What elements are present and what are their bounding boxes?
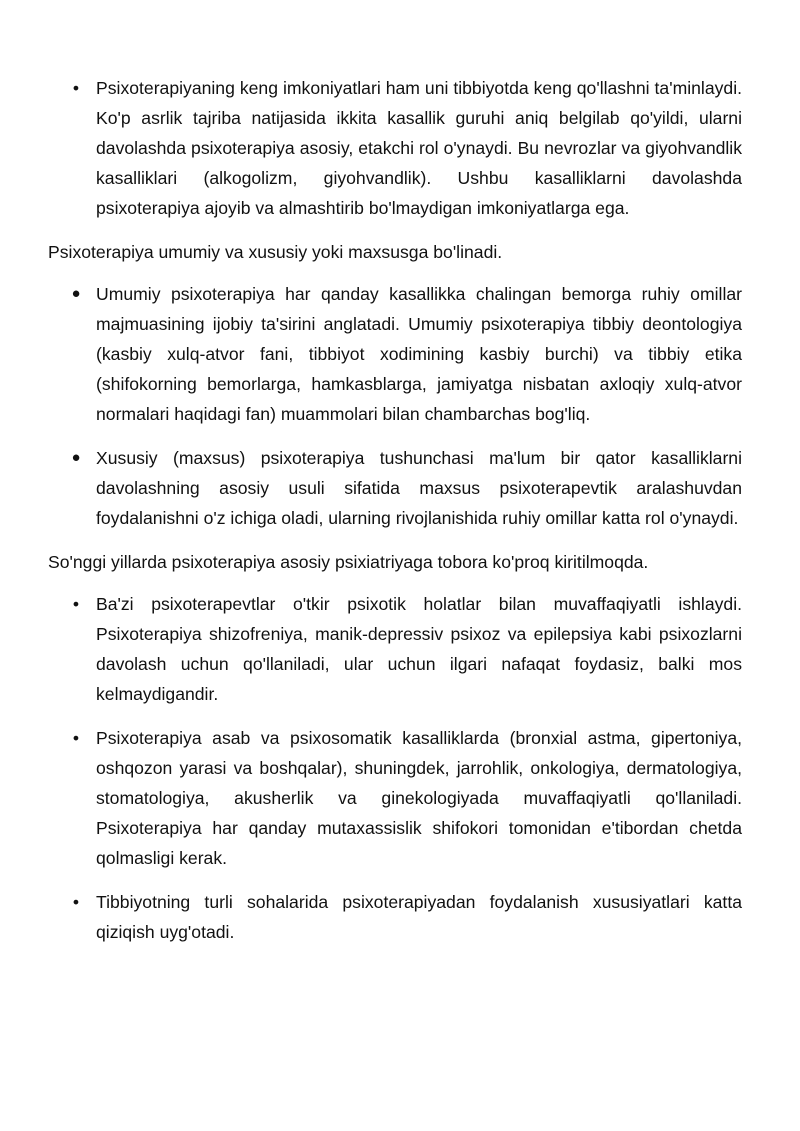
paragraph-division: Psixoterapiya umumiy va xususiy yoki maxsusga bo'linadi.: [48, 242, 503, 262]
list-item-text: Psixoterapiya asab va psixosomatik kasalliklarda (bronxial astma, gipertoniya, oshqozon yarasi va boshqalar), shuningdek, jarrohlik, onkologiya, dermatologiya, stomatologiya, akusherlik va ginekologiyada muvaffaqiyatli qo'llaniladi. Psixoterapiya har qanday mutaxassislik shifokori tomonidan e'tibordan chetda qolmasligi kerak.: [96, 728, 742, 868]
bullet-list-2: [48, 279, 742, 533]
bullet-list-3: [48, 589, 742, 947]
list-item-text: Tibbiyotning turli sohalarida psixoterapiyadan foydalanish xususiyatlari katta qiziqish uyg'otadi.: [96, 892, 742, 942]
list-item: [48, 443, 742, 533]
bullet-icon: ●: [71, 449, 81, 466]
list-item-text: Xususiy (maxsus) psixoterapiya tushunchasi ma'lum bir qator kasalliklarni davolashning asosiy usuli sifatida maxsus psixoterapevtik aralashuvdan foydalanishni o'z ichiga oladi, ularning rivojlanishida ruhiy omillar katta rol o'ynaydi.: [96, 448, 742, 528]
list-item: [48, 887, 742, 947]
bullet-icon: •: [72, 78, 80, 98]
list-item: [48, 589, 742, 709]
list-item: [48, 279, 742, 429]
list-item-text: Umumiy psixoterapiya har qanday kasallikka chalingan bemorga ruhiy omillar majmuasining ijobiy ta'sirini anglatadi. Umumiy psixoterapiya tibbiy deontologiya (kasbiy xulq-atvor fani, tibbiyot xodimining kasbiy burchi) va tibbiy etika (shifokorning bemorlarga, hamkasblarga, jamiyatga nisbatan axloqiy xulq-atvor normalari haqidagi fan) muammolari bilan chambarchas bog'liq.: [96, 284, 742, 424]
list-item: [48, 73, 742, 223]
bullet-icon: •: [72, 892, 80, 912]
bullet-icon: •: [72, 594, 80, 614]
bullet-icon: •: [72, 728, 80, 748]
bullet-list-1: [48, 73, 742, 223]
bullet-icon: ●: [71, 285, 81, 302]
document-page: [48, 73, 742, 947]
list-item-text: Ba'zi psixoterapevtlar o'tkir psixotik holatlar bilan muvaffaqiyatli ishlaydi. Psixoterapiya shizofreniya, manik-depressiv psixoz va epilepsiya kabi psixozlarni davolash uchun qo'llaniladi, ular uchun ilgari nafaqat foydasiz, balki mos kelmaydigandir.: [96, 594, 742, 704]
list-item-text: Psixoterapiyaning keng imkoniyatlari ham uni tibbiyotda keng qo'llashni ta'minlaydi. Ko'p asrlik tajriba natijasida ikkita kasallik guruhi aniq belgilab qo'yildi, ularni davolashda psixoterapiya asosiy, etakchi rol o'ynaydi. Bu nevrozlar va giyohvandlik kasalliklari (alkogolizm, giyohvandlik). Ushbu kasalliklarni davolashda psixoterapiya ajoyib va almashtirib bo'lmaydigan imkoniyatlarga ega.: [96, 78, 742, 218]
paragraph-psychiatry: So'nggi yillarda psixoterapiya asosiy psixiatriyaga tobora ko'proq kiritilmoqda.: [48, 552, 649, 572]
list-item: [48, 723, 742, 873]
